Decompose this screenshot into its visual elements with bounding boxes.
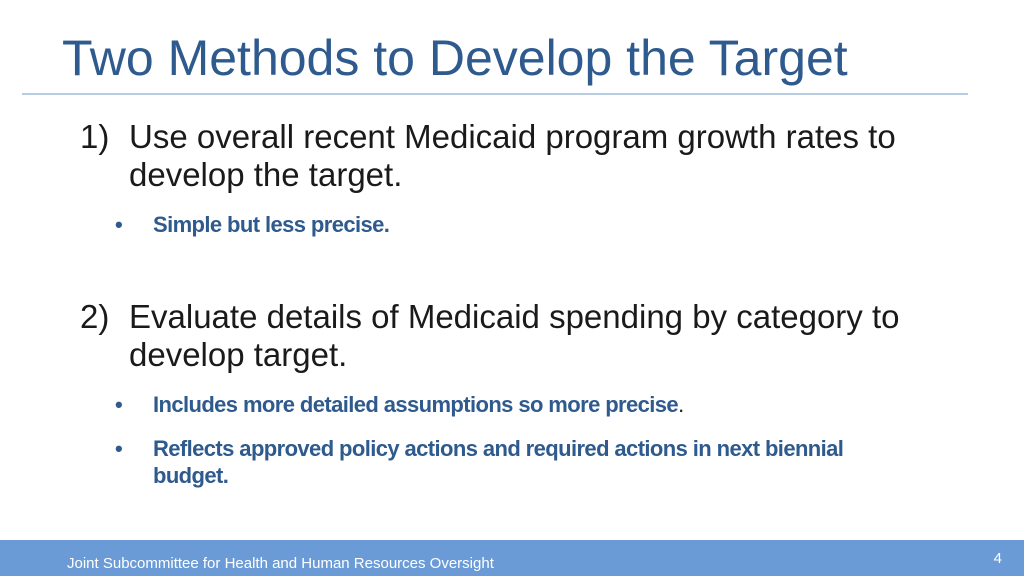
bullet-marker: • [115,392,123,417]
footer-bar [0,540,1024,576]
bullet-text: Includes more detailed assumptions so more precise [153,392,679,417]
method-2-text: Evaluate details of Medicaid spending by category to develop target. [129,298,900,373]
bullet-period: . [678,392,684,417]
method-2-number: 2) [80,298,110,335]
bullet-marker: • [115,436,123,461]
footer-text: Joint Subcommittee for Health and Human Resources Oversight [67,555,494,572]
title-divider [22,93,968,95]
bullet-marker: • [115,212,123,237]
method-1-text: Use overall recent Medicaid program growth rates to develop the target. [129,118,896,193]
method-1-number: 1) [80,118,110,155]
page-number: 4 [993,550,1002,567]
bullet-text: Reflects approved policy actions and required actions in next biennial budget. [153,436,844,488]
slide-title: Two Methods to Develop the Target [62,30,848,86]
bullet-text: Simple but less precise. [153,212,390,237]
